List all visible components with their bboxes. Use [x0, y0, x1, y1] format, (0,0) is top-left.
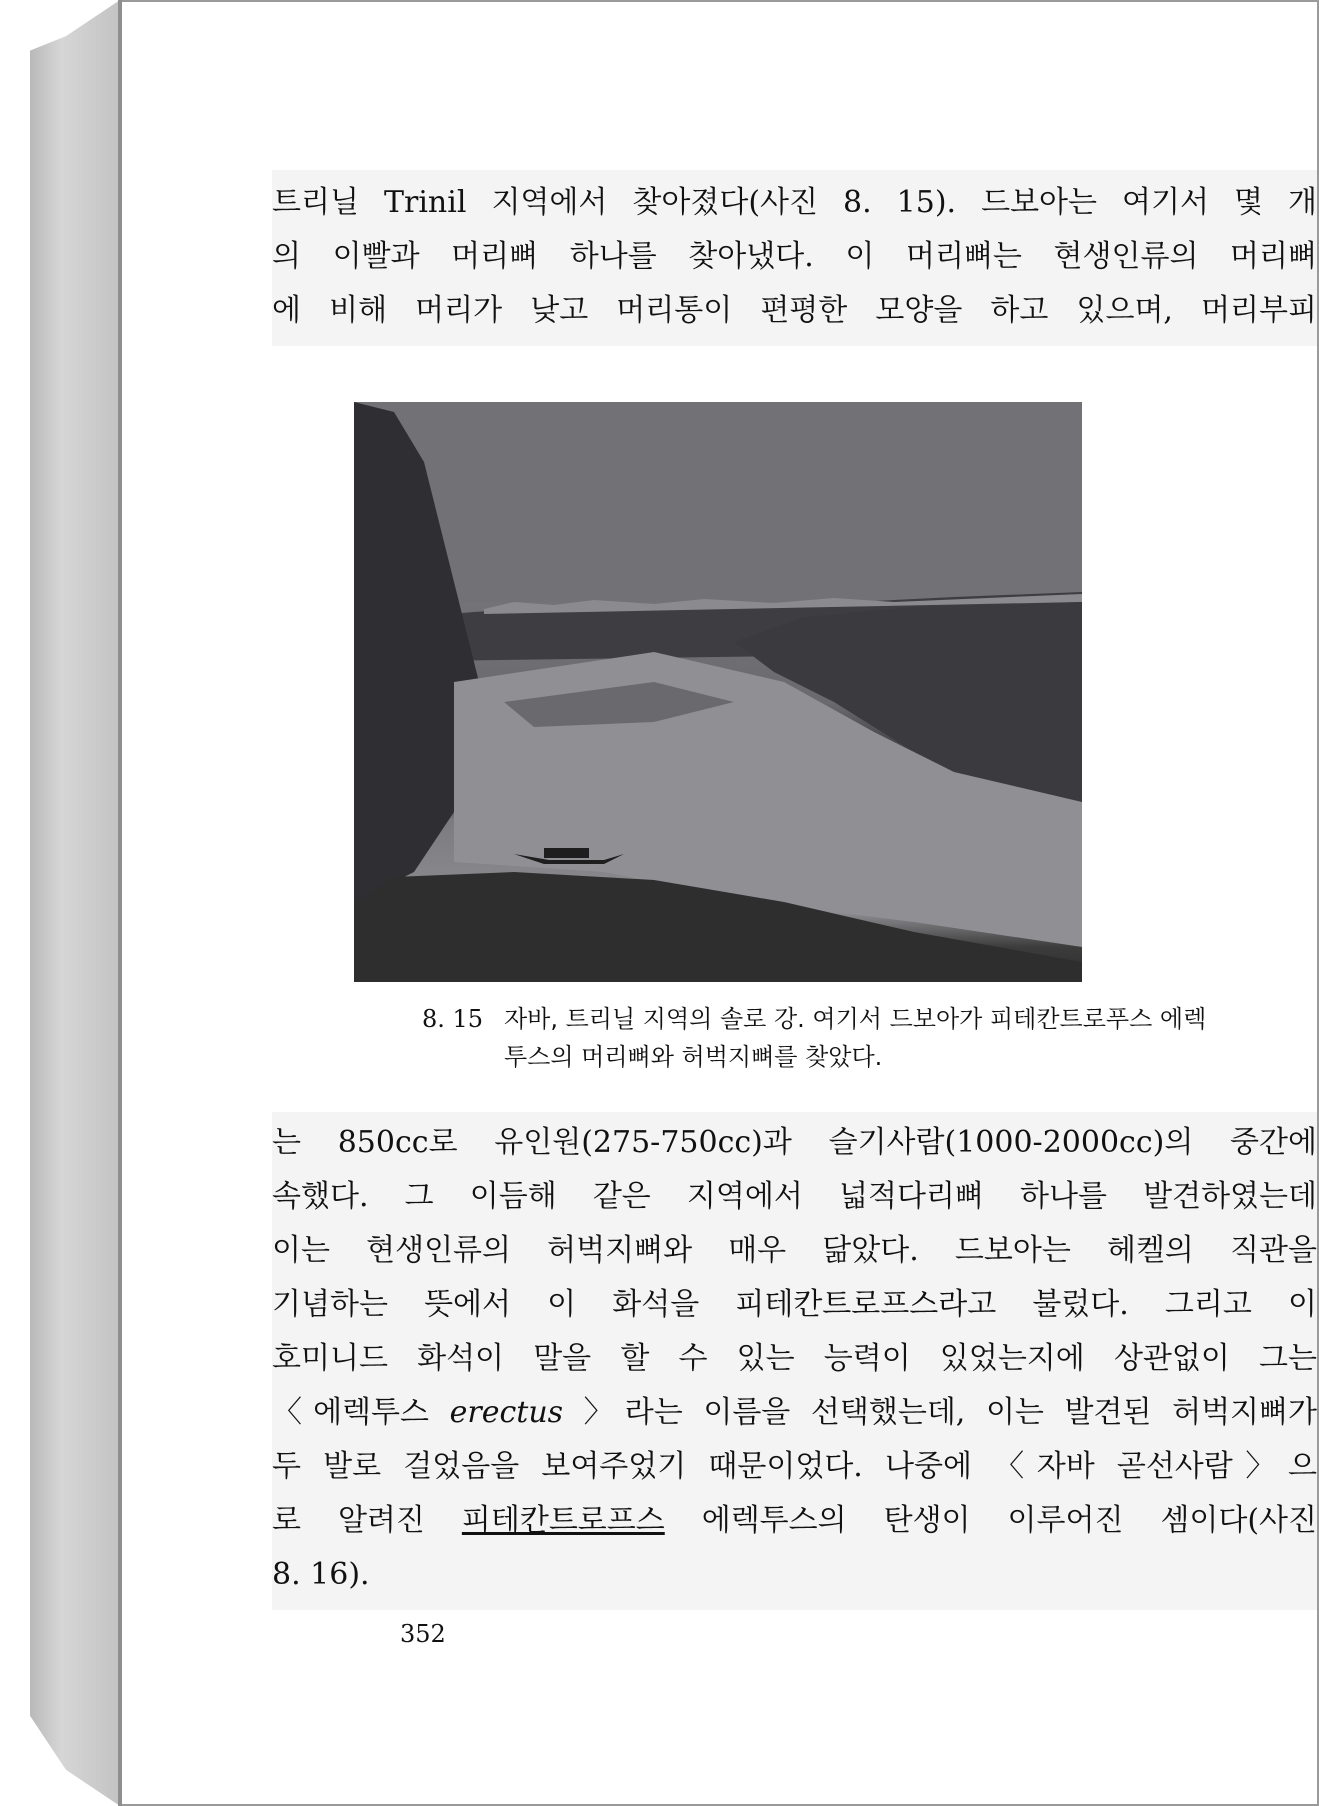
text-line: 8. 16). [272, 1557, 370, 1592]
italic-term: erectus [449, 1395, 564, 1430]
caption-number: 8. 15 [422, 1005, 484, 1033]
caption-line-1: 자바, 트리닐 지역의 솔로 강. 여기서 드보아가 피테칸트로푸스 에렉 [504, 1005, 1207, 1033]
text-line: 의 이빨과 머리뼈 하나를 찾아냈다. 이 머리뼈는 현생인류의 머리뼈 [272, 239, 1317, 274]
river-photo [354, 402, 1082, 982]
text-fragment: 에렉투스의 탄생이 이루어진 셈이다(사진 [664, 1503, 1317, 1538]
underlined-term: 피테칸트로프스 [461, 1503, 665, 1538]
text-line: 기념하는 뜻에서 이 화석을 피테칸트로프스라고 불렀다. 그리고 이 [272, 1287, 1317, 1322]
text-line: 이는 현생인류의 허벅지뼈와 매우 닮았다. 드보아는 헤켈의 직관을 [272, 1233, 1317, 1268]
text-line: 는 850cc로 유인원(275-750cc)과 슬기사람(1000-2000cc)의 중간에 [272, 1125, 1317, 1160]
page-number: 352 [400, 1620, 446, 1648]
book-page [122, 0, 1319, 1806]
text-fragment: 〉라는 이름을 선택했는데, 이는 발견된 허벅지뼈가 [563, 1395, 1317, 1430]
text-line [272, 1494, 1317, 1548]
text-line [272, 1386, 1317, 1440]
text-fragment: 로 알려진 [272, 1503, 462, 1538]
caption-line-2: 투스의 머리뼈와 허벅지뼈를 찾았다. [504, 1043, 883, 1071]
text-line: 트리닐 Trinil 지역에서 찾아졌다(사진 8. 15). 드보아는 여기서 몇 개 [272, 185, 1317, 220]
river-photo-image [354, 402, 1082, 982]
bottom-paragraph [272, 1112, 1317, 1610]
book-spine [30, 0, 120, 1806]
text-fragment: 〈에렉투스 [272, 1395, 450, 1430]
text-line: 속했다. 그 이듬해 같은 지역에서 넓적다리뼈 하나를 발견하였는데 [272, 1179, 1317, 1214]
top-paragraph [272, 170, 1317, 346]
figure-caption [422, 1000, 1312, 1076]
text-line: 에 비해 머리가 낮고 머리통이 편평한 모양을 하고 있으며, 머리부피 [272, 293, 1317, 328]
text-line: 호미니드 화석이 말을 할 수 있는 능력이 있었는지에 상관없이 그는 [272, 1341, 1317, 1376]
text-line: 두 발로 걸었음을 보여주었기 때문이었다. 나중에 〈자바 곧선사람〉으 [272, 1449, 1317, 1484]
